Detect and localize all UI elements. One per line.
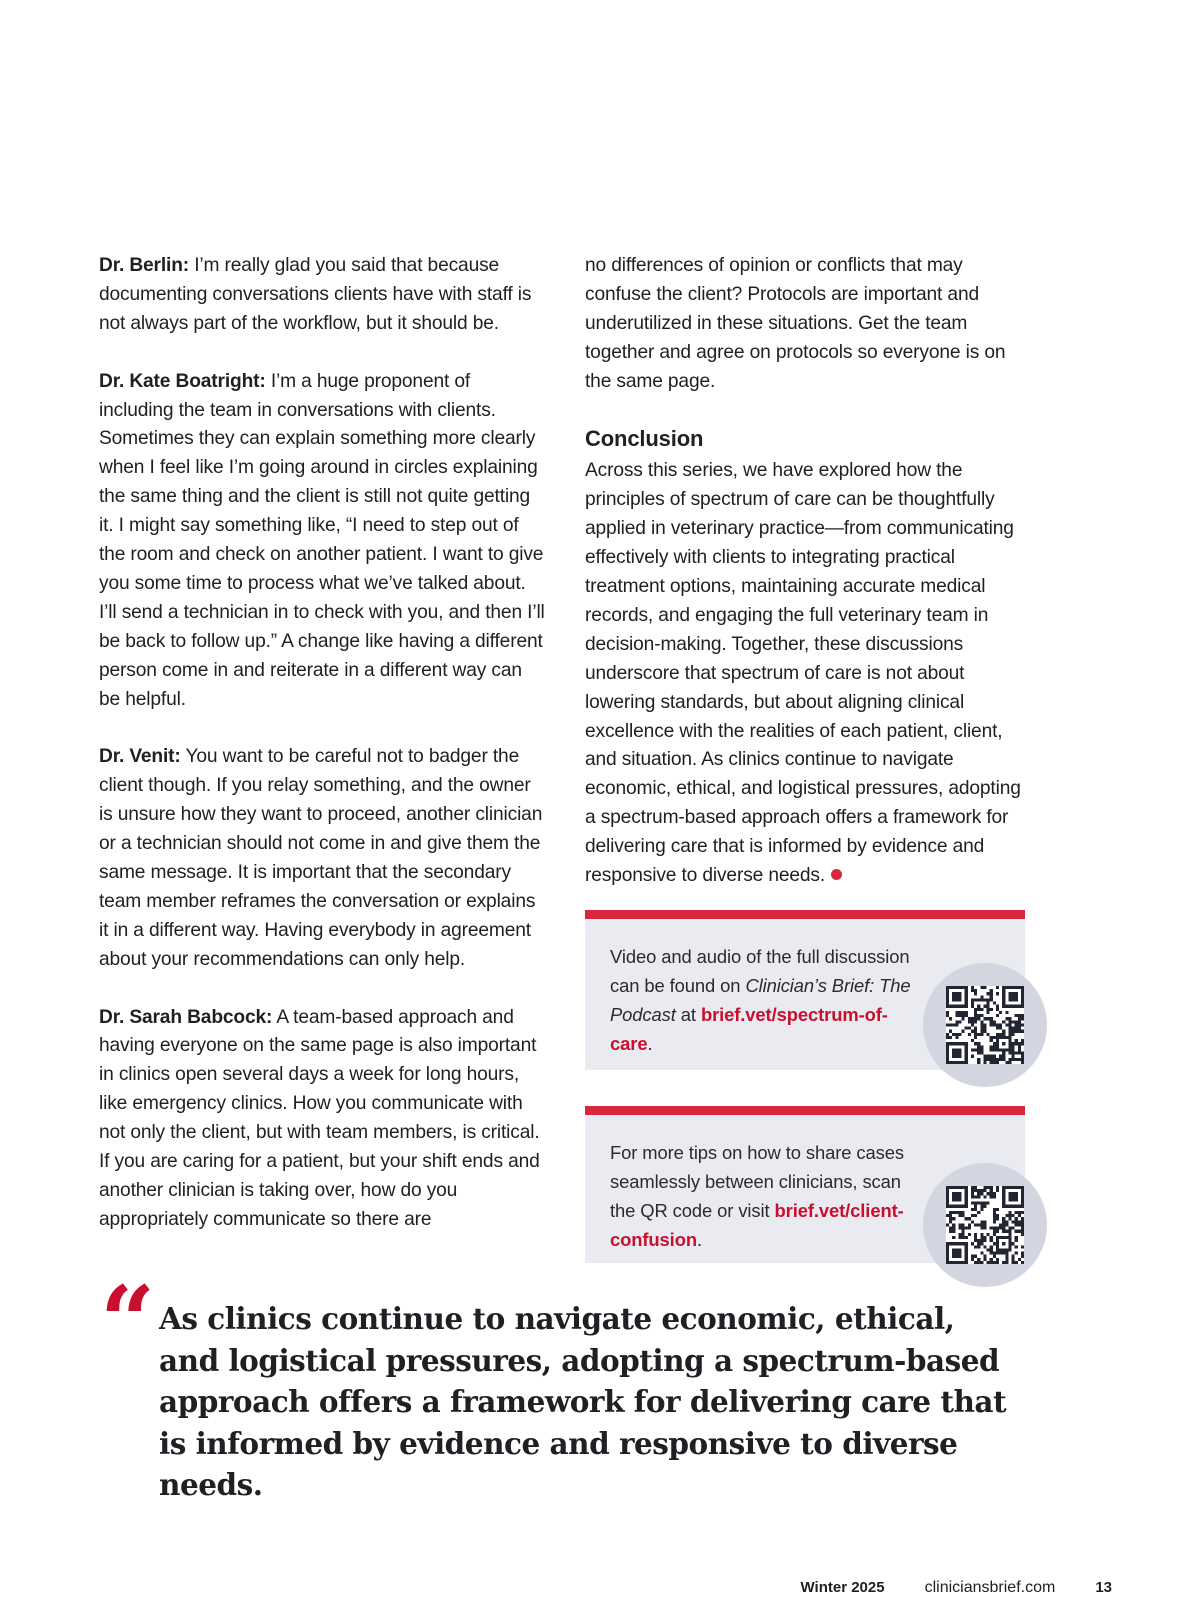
left-column [99, 252, 545, 1235]
paragraph-berlin [99, 252, 545, 339]
paragraph-text: I’m really glad you said that because documenting conversations clients have with staff is not always part of the workflow, but it should be. [99, 255, 532, 334]
pull-quote-text: As clinics continue to navigate economic, ethical, and logistical pressures, adopting a spectrum-based approach offers a framework for delivering care that is informed by evidence and responsive to diverse needs. [159, 1301, 1007, 1502]
conclusion-text: Across this series, we have explored how the principles of spectrum of care can be thoughtfully applied in veterinary practice—from communicating effectively with clients to integrating practical treatment options, maintaining accurate medical records, and engaging the full veterinary team in decision-making. Together, these discussions underscore that spectrum of care is not about lowering standards, but about aligning clinical excellence with the realities of each patient, client, and situation. As clinics continue to navigate economic, ethical, and logistical pressures, adopting a spectrum-based approach offers a framework for delivering care that is informed by evidence and responsive to diverse needs. [585, 460, 1021, 887]
paragraph-continuation: no differences of opinion or conflicts that may confuse the client? Protocols are important and underutilized in these situations. Get the team together and agree on protocols so everyone is on the same page. [585, 255, 1006, 392]
speaker-name: Dr. Venit: [99, 746, 181, 768]
quote-mark-icon: “ [100, 1265, 156, 1378]
spectrum-of-care-link[interactable]: brief.vet/spectrum-of-care [610, 1003, 888, 1054]
right-column [585, 252, 1030, 891]
qr-code-badge[interactable] [923, 1163, 1047, 1287]
speaker-name: Dr. Berlin: [99, 255, 190, 276]
qr-code-badge[interactable] [923, 963, 1047, 1087]
speaker-name: Dr. Sarah Babcock: [99, 1006, 273, 1028]
speaker-name: Dr. Kate Boatright: [99, 370, 266, 392]
footer-issue: Winter 2025 [800, 1579, 885, 1596]
section-heading-conclusion: Conclusion [585, 426, 704, 452]
client-confusion-link[interactable]: brief.vet/client-confusion [610, 1199, 904, 1250]
paragraph-text: A team-based approach and having everyone on the same page is also important in clinics open several days a week for long hours, like emergency clinics. How you communicate with not only the client, but with team members, is critical. If you are caring for a patient, but your shift ends and another clinician is taking over, how do you appropriately communicate so there are [99, 1006, 540, 1230]
footer-site[interactable]: cliniciansbrief.com [924, 1579, 1056, 1596]
pull-quote [100, 1265, 1020, 1506]
qr-code-icon [946, 986, 1024, 1064]
page-footer [801, 1579, 1112, 1597]
callout-text [610, 943, 920, 1059]
paragraph-text: You want to be careful not to badger the client though. If you relay something, and the owner is unsure how they want to proceed, another clinician or a technician should not come in and give them the same message. It is important that the secondary team member reframes the conversation or explains it in a different way. Having everybody in agreement about your recommendations can only help. [99, 746, 543, 970]
callout-text-before: Video and audio of the full discussion can be found on [610, 946, 910, 996]
paragraph-boatright [99, 368, 545, 715]
callout-text [610, 1139, 920, 1255]
paragraph-venit [99, 743, 545, 974]
callout-end: . [647, 1032, 653, 1054]
end-mark-icon [831, 869, 842, 880]
podcast-title: Clinician’s Brief: The Podcast [610, 974, 911, 1025]
callout-end: . [696, 1228, 702, 1250]
paragraph-babcock [99, 1004, 545, 1235]
qr-code-icon [946, 1186, 1024, 1264]
callout-text-after: at [675, 1003, 701, 1025]
page-number: 13 [1095, 1579, 1112, 1596]
tips-callout [585, 1106, 1025, 1263]
podcast-callout [585, 910, 1025, 1070]
paragraph-conclusion [585, 457, 1030, 891]
callout-text-before: For more tips on how to share cases seamlessly between clinicians, scan the QR code or visit [610, 1142, 904, 1221]
paragraph-text: I’m a huge proponent of including the team in conversations with clients. Sometimes they can explain something more clearly when I feel like I’m going around in circles explaining the same thing and the client is still not quite getting it. I might say something like, “I need to step out of the room and check on another patient. I want to give you some time to process what we’ve talked about. I’ll send a technician in to check with you, and then I’ll be back to follow up.” A change like having a different person come in and reiterate in a different way can be helpful. [99, 370, 545, 710]
